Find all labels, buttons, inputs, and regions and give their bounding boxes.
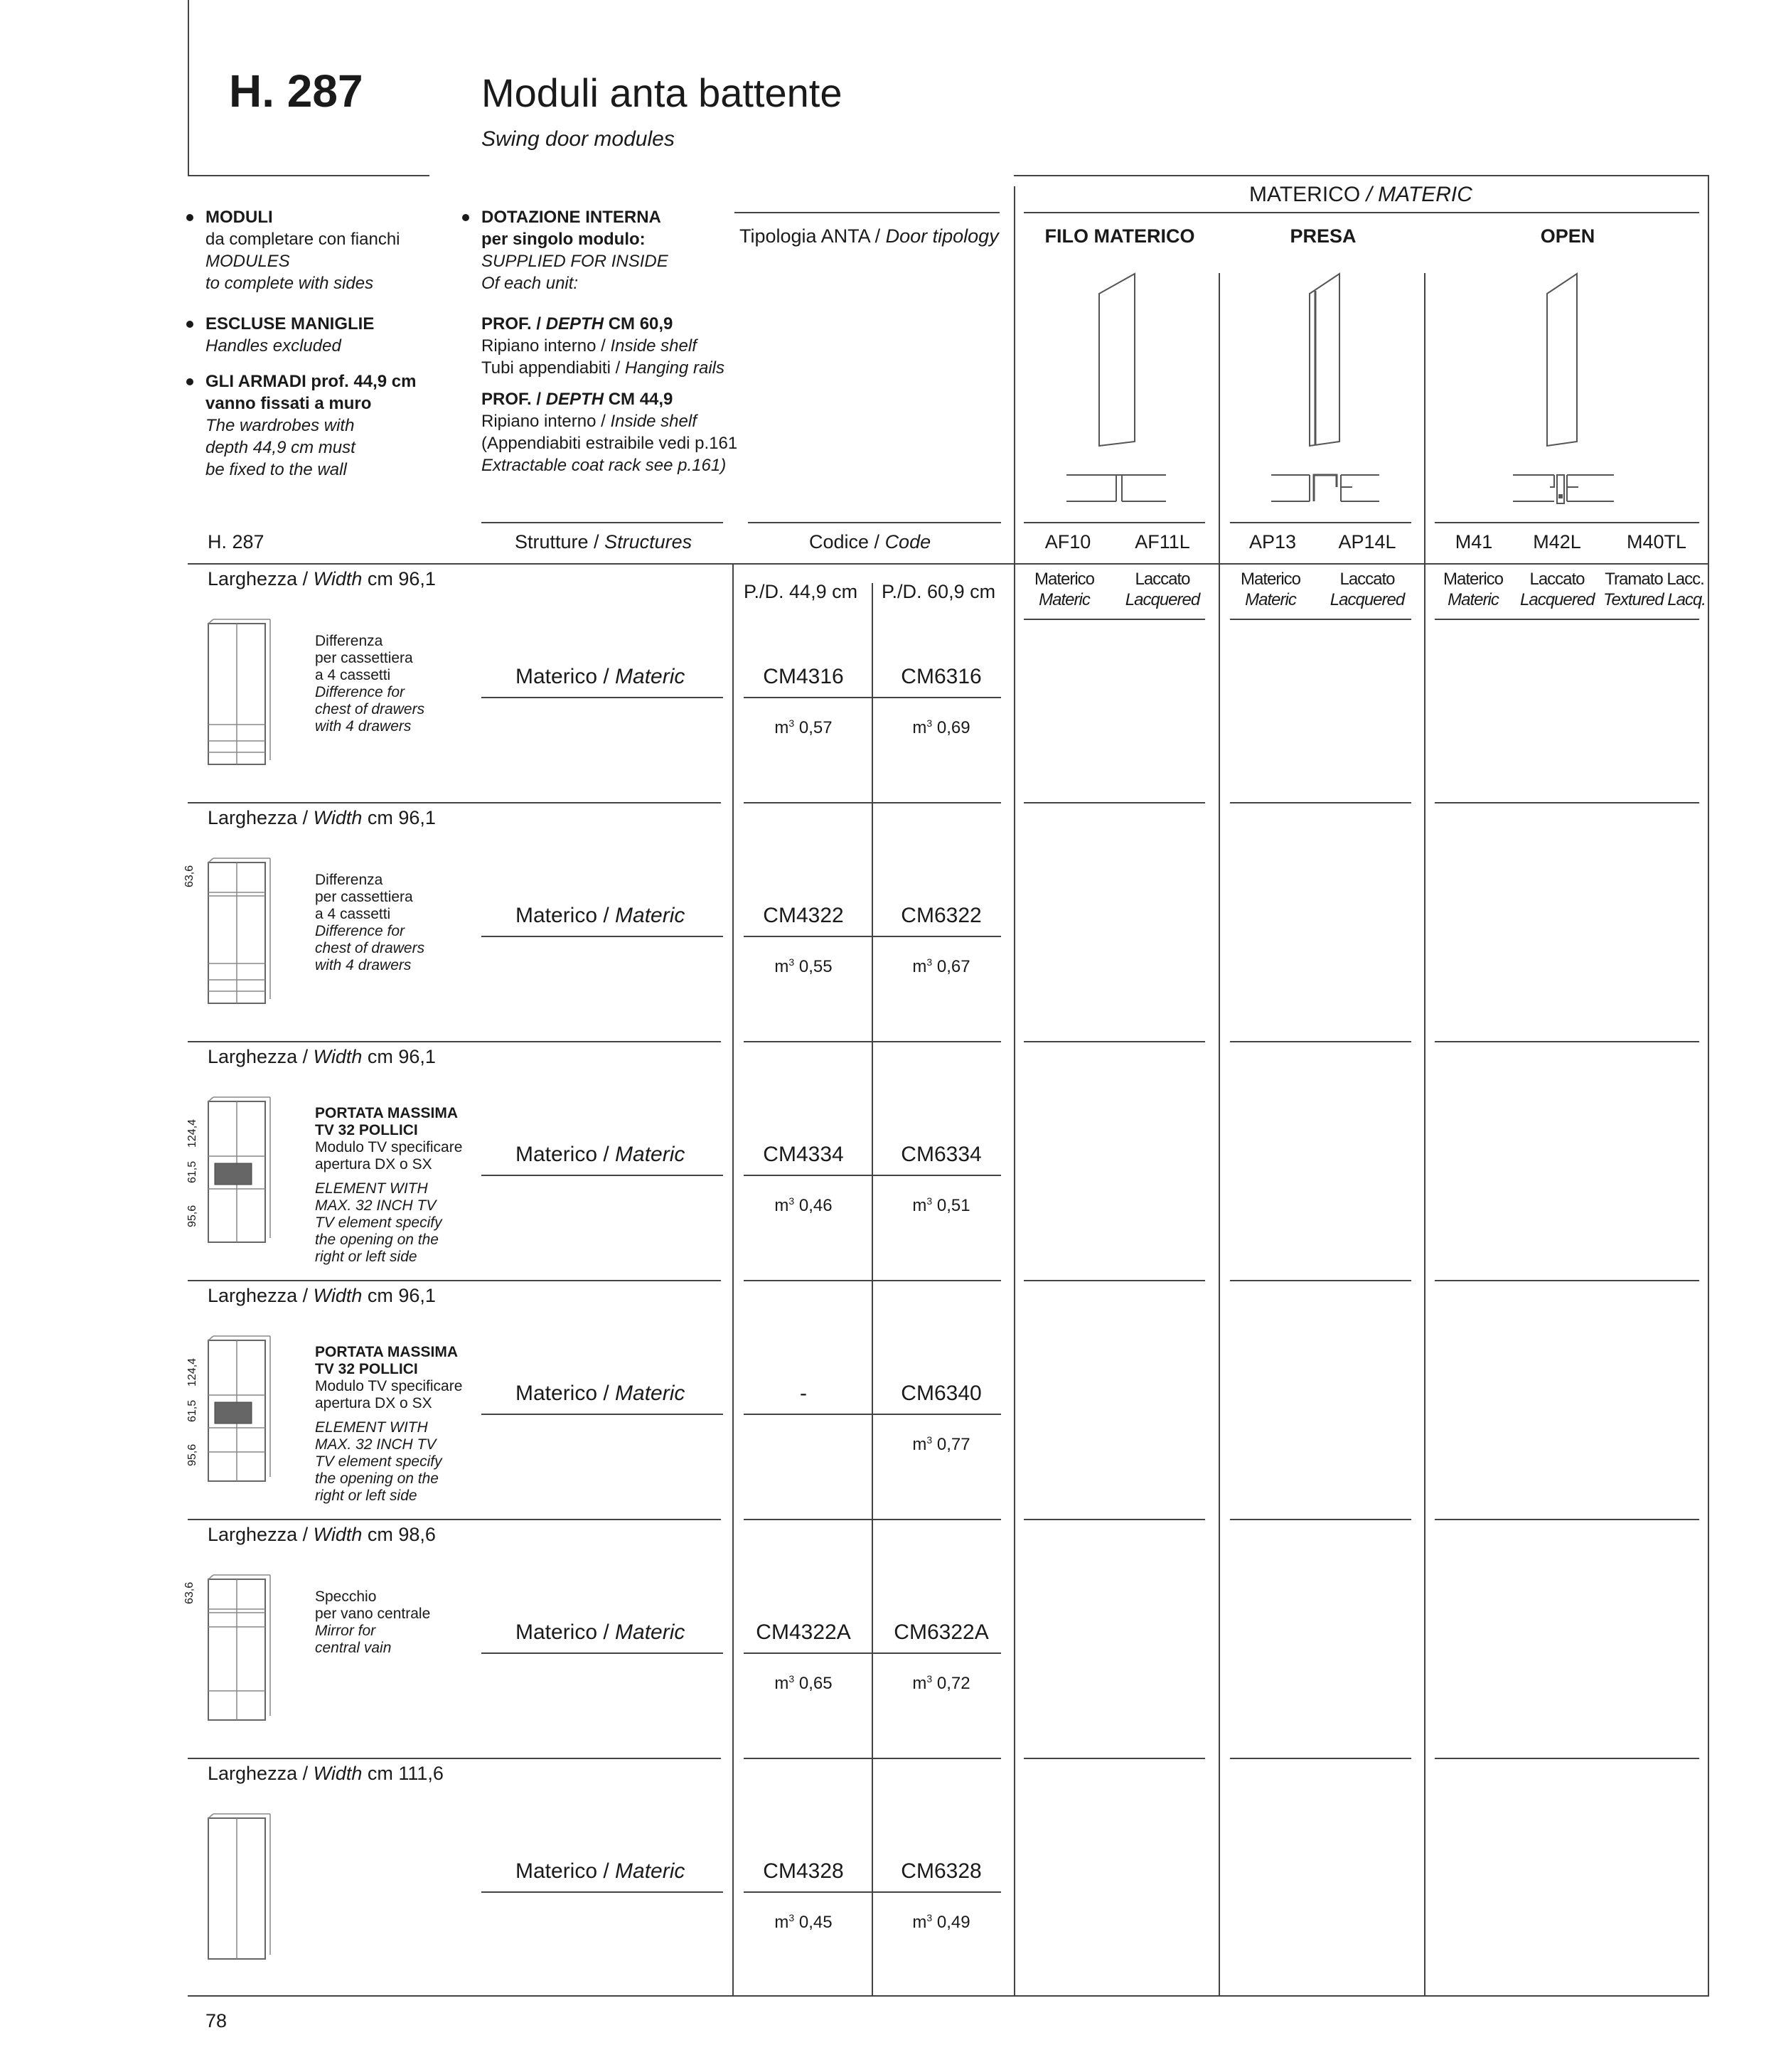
row-code-60-9: CM6334	[901, 1143, 982, 1166]
row-dimension: 95,6	[186, 1443, 198, 1466]
row-bottom-rule-fin3	[1435, 1519, 1699, 1520]
col-codice: Codice / Code	[809, 531, 931, 552]
door-presa-illustration	[1301, 274, 1358, 491]
row-volume-60-9: $m^3$ 0,72	[912, 1673, 970, 1693]
note-escluse-maniglie: ESCLUSE MANIGLIE Handles excluded	[205, 314, 375, 356]
note-prof-44-9: PROF. / DEPTH CM 44,9 Ripiano interno / Inside shelf (Appendiabiti estraibile vedi p.161 Extractable coat rack see p.161)	[481, 390, 738, 475]
row-width-label: Larghezza / Width cm 98,6	[208, 1524, 436, 1545]
table-bottom-border	[188, 1995, 1709, 1997]
finish-label-5: Materico Materic	[1443, 570, 1504, 609]
row-bottom-rule-fin1	[1024, 1758, 1205, 1759]
row-cabinet-illustration	[206, 1099, 277, 1277]
row-bottom-rule-fin1	[1024, 1519, 1205, 1520]
row-dimension: 63,6	[183, 1581, 196, 1604]
row-volume-44-9: $m^3$ 0,55	[774, 956, 833, 976]
row-volume-60-9: $m^3$ 0,49	[912, 1912, 970, 1932]
door-tipology-label: Tipologia ANTA / Door tipology	[739, 225, 999, 247]
row-bottom-rule-fin1	[1024, 1280, 1205, 1281]
fin-top-rule-2	[1230, 522, 1411, 523]
row-description: Specchio per vano centrale Mirror for central vain	[315, 1588, 431, 1656]
row-code-60-9: CM6322	[901, 904, 982, 927]
row-width-label: Larghezza / Width cm 96,1	[208, 1285, 436, 1306]
finish-label-6: Laccato Lacquered	[1520, 570, 1595, 609]
row-code-44-9: CM4328	[763, 1859, 844, 1883]
fin-label-rule-2	[1230, 619, 1411, 620]
row-bottom-rule-fin1	[1024, 1041, 1205, 1042]
row-structure-rule	[481, 936, 723, 937]
note-prof-60-9: PROF. / DEPTH CM 60,9 Ripiano interno / Inside shelf Tubi appendiabiti / Hanging rails	[481, 314, 724, 378]
finish-af10: AF10	[1044, 531, 1091, 552]
row-code-44-9: CM4334	[763, 1143, 844, 1166]
row-code-rule	[744, 936, 1001, 937]
fin-label-rule-3	[1435, 619, 1699, 620]
finish-af11l: AF11L	[1135, 531, 1190, 552]
row-bottom-rule-fin2	[1230, 1758, 1411, 1759]
row-dimension: 61,5	[186, 1160, 198, 1183]
row-cabinet-illustration	[206, 621, 277, 799]
row-bottom-rule-fin1	[1024, 802, 1205, 803]
table-right-border	[1708, 175, 1709, 1997]
row-cabinet-illustration	[206, 860, 277, 1038]
row-bottom-rule	[188, 1758, 721, 1759]
group-open: OPEN	[1540, 225, 1595, 247]
tipologia-rule	[734, 212, 1000, 213]
row-description: PORTATA MASSIMA TV 32 POLLICI Modulo TV specificare apertura DX o SX ELEMENT WITH MAX. 32 INCH TV TV element specify the opening on the right or left side	[315, 1344, 463, 1504]
finish-label-7: Tramato Lacc. Textured Lacq.	[1603, 570, 1706, 609]
finish-m41: M41	[1455, 531, 1493, 552]
page-subtitle: Swing door modules	[481, 127, 675, 151]
row-bottom-rule	[188, 1041, 721, 1042]
row-code-rule	[744, 1891, 1001, 1893]
depth-60-9-header: P./D. 60,9 cm	[882, 581, 996, 602]
row-code-44-9: CM4322	[763, 904, 844, 927]
finish-ap13: AP13	[1248, 531, 1297, 552]
materic-header: MATERICO / MATERIC	[1249, 183, 1472, 206]
note-dotazione: DOTAZIONE INTERNA per singolo modulo: SUPPLIED FOR INSIDE Of each unit:	[481, 208, 668, 293]
door-open-illustration	[1543, 274, 1600, 501]
depth-44-9-header: P./D. 44,9 cm	[744, 581, 858, 602]
col-h287: H. 287	[208, 531, 264, 552]
row-cabinet-illustration	[206, 1816, 277, 1994]
row-volume-60-9: $m^3$ 0,69	[912, 717, 970, 737]
group-filo-materico: FILO MATERICO	[1044, 225, 1195, 247]
row-volume-44-9: $m^3$ 0,65	[774, 1673, 833, 1693]
row-code-rule	[744, 1414, 1001, 1415]
row-bottom-rule	[188, 1280, 721, 1281]
row-code-60-9: CM6316	[901, 665, 982, 688]
row-dimension: 63,6	[183, 865, 196, 887]
row-bottom-rule-codes	[744, 1280, 1001, 1281]
materic-sub-rule	[1024, 212, 1699, 213]
row-code-rule	[744, 1652, 1001, 1654]
row-dimension: 95,6	[186, 1205, 198, 1227]
page-number: 78	[205, 2010, 228, 2031]
finish-ap14l: AP14L	[1338, 531, 1396, 552]
row-width-label: Larghezza / Width cm 96,1	[208, 1046, 436, 1067]
row-volume-44-9: $m^3$ 0,46	[774, 1195, 833, 1215]
row-bottom-rule	[188, 802, 721, 803]
row-description: Differenza per cassettiera a 4 cassetti Difference for chest of drawers with 4 drawers	[315, 633, 425, 735]
row-code-44-9: -	[800, 1382, 807, 1405]
header-left-rule	[188, 0, 189, 176]
row-structure: Materico / Materic	[515, 1382, 685, 1405]
row-width-label: Larghezza / Width cm 111,6	[208, 1763, 444, 1784]
col-strutture: Strutture / Structures	[515, 531, 692, 552]
row-structure-rule	[481, 1652, 723, 1654]
row-structure-rule	[481, 1891, 723, 1893]
row-code-44-9: CM4316	[763, 665, 844, 688]
finish-label-2: Laccato Lacquered	[1125, 570, 1200, 609]
row-code-44-9: CM4322A	[756, 1620, 851, 1644]
row-structure: Materico / Materic	[515, 1620, 685, 1644]
row-code-60-9: CM6340	[901, 1382, 982, 1405]
fin-top-rule-1	[1024, 522, 1205, 523]
height-title: H. 287	[229, 65, 363, 117]
row-bottom-rule-fin2	[1230, 1041, 1411, 1042]
group-divider-2	[1424, 273, 1425, 1997]
row-width-label: Larghezza / Width cm 96,1	[208, 568, 436, 589]
row-volume-60-9: $m^3$ 0,67	[912, 956, 970, 976]
row-cabinet-illustration	[206, 1338, 277, 1516]
finish-m40tl: M40TL	[1626, 531, 1687, 552]
page-title: Moduli anta battente	[481, 70, 842, 115]
row-bottom-rule	[188, 1519, 721, 1520]
fin-label-rule-1	[1024, 619, 1205, 620]
finish-label-4: Laccato Lacquered	[1330, 570, 1405, 609]
row-dimension: 124,4	[186, 1118, 198, 1148]
row-description: Differenza per cassettiera a 4 cassetti Difference for chest of drawers with 4 drawers	[315, 872, 425, 973]
note-armadi: GLI ARMADI prof. 44,9 cm vanno fissati a muro The wardrobes with depth 44,9 cm must be fixed to the wall	[205, 372, 417, 479]
row-structure: Materico / Materic	[515, 1859, 685, 1883]
finish-label-1: Materico Materic	[1034, 570, 1095, 609]
group-divider-1	[1219, 273, 1220, 1997]
row-bottom-rule-codes	[744, 1519, 1001, 1520]
row-structure: Materico / Materic	[515, 1143, 685, 1166]
row-description: PORTATA MASSIMA TV 32 POLLICI Modulo TV specificare apertura DX o SX ELEMENT WITH MAX. 32 INCH TV TV element specify the opening on the right or left side	[315, 1105, 463, 1265]
row-bottom-rule-fin3	[1435, 1758, 1699, 1759]
codes-middle-border	[872, 583, 873, 1997]
row-volume-60-9: $m^3$ 0,77	[912, 1434, 970, 1454]
row-bottom-rule-fin3	[1435, 1041, 1699, 1042]
strutture-top-rule	[481, 522, 723, 523]
row-structure-rule	[481, 697, 723, 698]
materic-top-rule	[1014, 175, 1709, 176]
note-moduli: MODULI da completare con fianchi MODULES to complete with sides	[205, 208, 400, 293]
codes-left-border	[732, 563, 734, 1997]
row-bottom-rule-codes	[744, 1041, 1001, 1042]
row-volume-60-9: $m^3$ 0,51	[912, 1195, 970, 1215]
row-structure-rule	[481, 1175, 723, 1176]
header-bottom-border	[188, 563, 1709, 565]
row-dimension: 124,4	[186, 1357, 198, 1387]
row-structure: Materico / Materic	[515, 904, 685, 927]
finish-m42l: M42L	[1533, 531, 1581, 552]
row-dimension: 61,5	[186, 1399, 198, 1422]
row-bottom-rule-fin2	[1230, 1519, 1411, 1520]
row-cabinet-illustration	[206, 1577, 277, 1755]
row-bottom-rule-fin3	[1435, 1280, 1699, 1281]
row-code-rule	[744, 1175, 1001, 1176]
codice-top-rule	[748, 522, 1001, 523]
row-volume-44-9: $m^3$ 0,57	[774, 717, 833, 737]
row-code-rule	[744, 697, 1001, 698]
row-volume-44-9: $m^3$ 0,45	[774, 1912, 833, 1932]
header-bottom-rule	[188, 175, 429, 176]
row-code-60-9: CM6322A	[894, 1620, 989, 1644]
materic-left-border	[1014, 186, 1015, 1997]
row-bottom-rule-fin3	[1435, 802, 1699, 803]
finish-label-3: Materico Materic	[1240, 570, 1301, 609]
group-presa: PRESA	[1290, 225, 1357, 247]
row-structure-rule	[481, 1414, 723, 1415]
row-bottom-rule-codes	[744, 802, 1001, 803]
row-structure: Materico / Materic	[515, 665, 685, 688]
row-code-60-9: CM6328	[901, 1859, 982, 1883]
door-filo-materico-illustration	[1095, 274, 1152, 491]
row-bottom-rule-fin2	[1230, 1280, 1411, 1281]
row-bottom-rule-codes	[744, 1758, 1001, 1759]
row-bottom-rule-fin2	[1230, 802, 1411, 803]
fin-top-rule-3	[1435, 522, 1699, 523]
row-width-label: Larghezza / Width cm 96,1	[208, 807, 436, 828]
